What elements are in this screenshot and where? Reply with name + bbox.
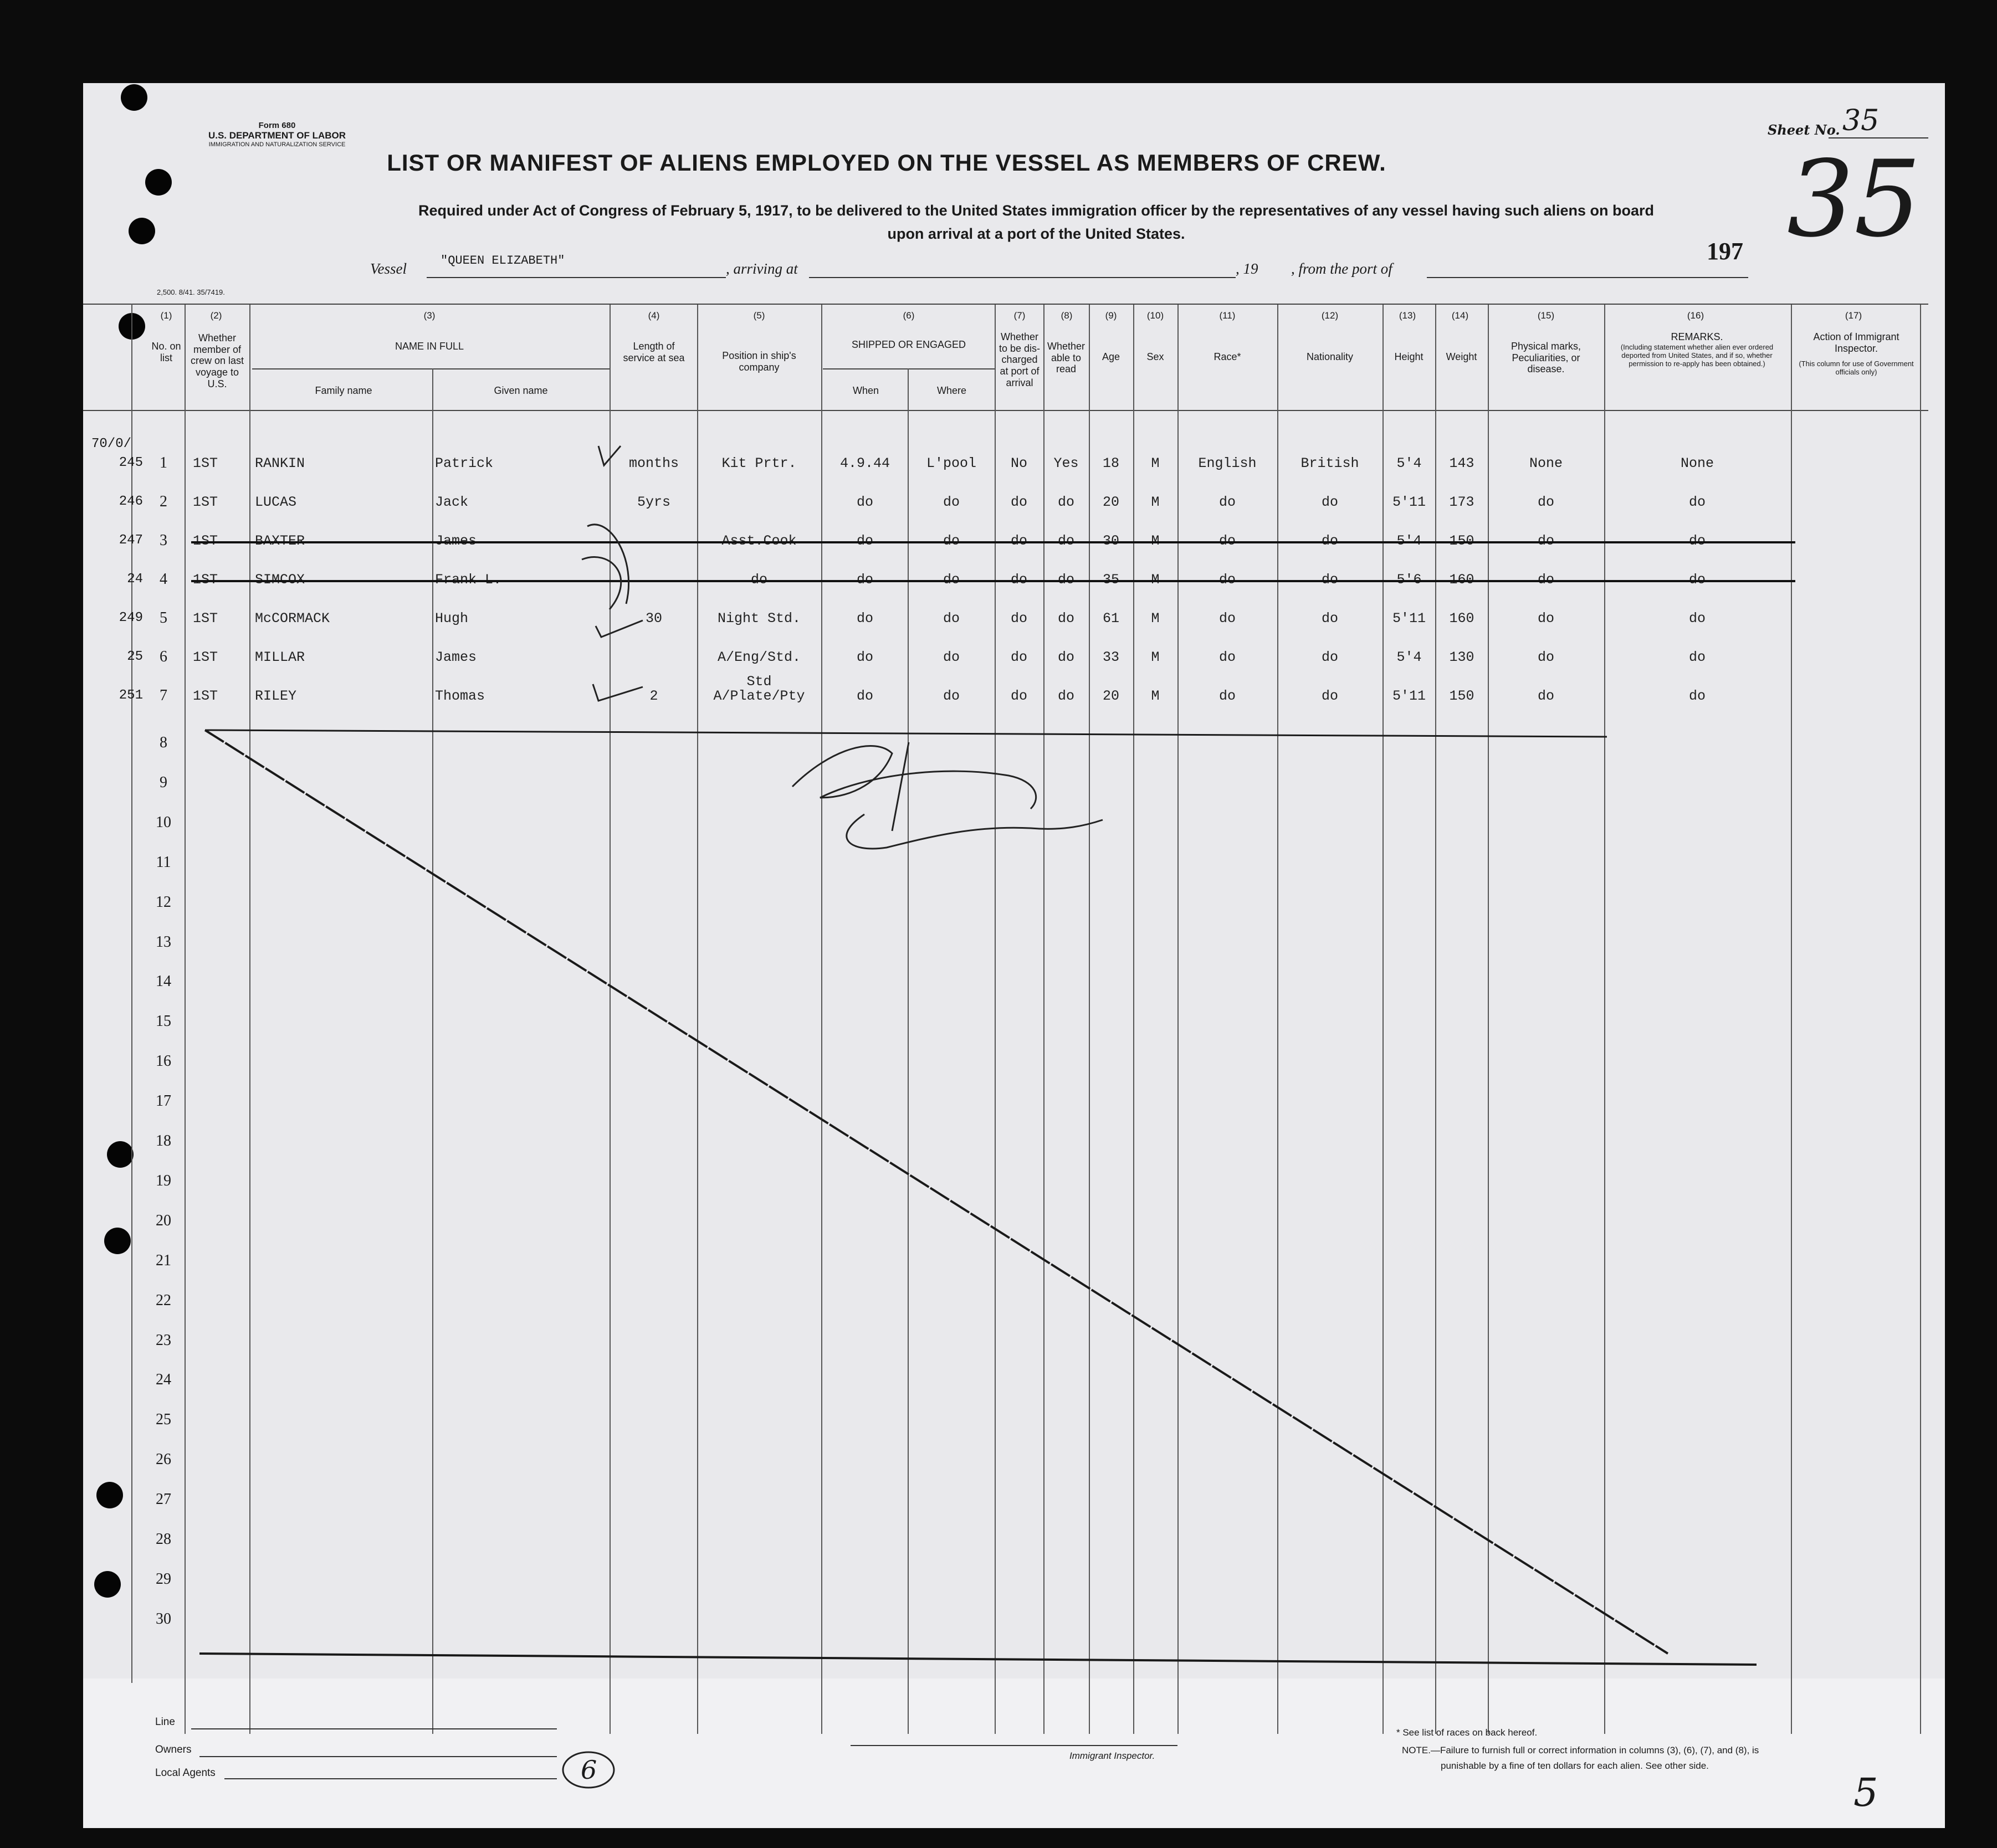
header-crew-member: Whether member of crew on last voyage to U.S. xyxy=(190,332,244,389)
header-sex: Sex xyxy=(1146,351,1164,362)
empty-row-number: 18 xyxy=(156,1132,171,1149)
col-number: (10) xyxy=(1146,310,1164,321)
vessel-name: "QUEEN ELIZABETH" xyxy=(441,254,565,268)
cell-sex: M xyxy=(1151,610,1160,627)
header-remarks: REMARKS. xyxy=(1671,331,1723,342)
cell-nationality: British xyxy=(1300,455,1359,471)
header-height: Height xyxy=(1394,351,1423,362)
header-where: Where xyxy=(936,385,966,396)
note-line-1: NOTE.—Failure to furnish full or correct information in columns (3), (6), (7), and (8), is xyxy=(1402,1745,1759,1755)
cell-height: 5'4 xyxy=(1396,649,1422,665)
col-number: (16) xyxy=(1687,310,1704,321)
col-number: (8) xyxy=(1061,310,1073,321)
cell-service: 30 xyxy=(645,610,662,627)
row-number: 3 xyxy=(160,532,167,549)
empty-row-number: 26 xyxy=(156,1451,171,1468)
list-number: 247 xyxy=(119,533,143,548)
cell-remarks: do xyxy=(1688,610,1706,627)
cell-age: 61 xyxy=(1102,610,1119,627)
header-discharged: Whether to be dis-charged at port of arrival xyxy=(998,331,1041,388)
cell-crew: 1ST xyxy=(193,610,218,627)
empty-row-number: 15 xyxy=(156,1013,171,1030)
cell-family: McCORMACK xyxy=(255,610,330,627)
form-number: Form 680 xyxy=(258,121,296,130)
circled-number: 6 xyxy=(581,1755,597,1785)
arriving-label: , arriving at xyxy=(726,260,798,277)
cell-discharged: do xyxy=(1010,649,1027,665)
cell-race: do xyxy=(1218,610,1236,627)
empty-row-number: 9 xyxy=(160,774,167,791)
line-field xyxy=(191,1728,557,1729)
cell-service: 2 xyxy=(649,688,658,704)
empty-row-number: 29 xyxy=(156,1570,171,1588)
col-number: (14) xyxy=(1451,310,1469,321)
empty-row-number: 14 xyxy=(156,973,171,990)
empty-row-number: 10 xyxy=(156,814,171,831)
check-marks xyxy=(582,446,643,701)
large-sheet-number: 35 xyxy=(1787,138,1921,260)
cell-marks: do xyxy=(1537,688,1554,704)
year-printed: 197 xyxy=(1707,238,1743,265)
col-number: (1) xyxy=(160,310,172,321)
cell-position-top: Std xyxy=(746,674,772,690)
cell-given: Patrick xyxy=(435,455,494,471)
row-number: 2 xyxy=(160,493,167,510)
races-note: * See list of races on back hereof. xyxy=(1396,1727,1538,1738)
empty-row-number: 23 xyxy=(156,1332,171,1349)
cell-discharged: do xyxy=(1010,688,1027,704)
port-label: , from the port of xyxy=(1291,260,1392,277)
header-physical-marks: Physical marks, Peculiarities, or disease. xyxy=(1510,341,1581,375)
cell-crew: 1ST xyxy=(193,688,218,704)
cell-remarks: do xyxy=(1688,494,1706,510)
empty-row-number: 25 xyxy=(156,1411,171,1428)
header-weight: Weight xyxy=(1446,351,1477,362)
cell-marks: do xyxy=(1537,610,1554,627)
cell-where: do xyxy=(943,649,960,665)
cell-height: 5'11 xyxy=(1392,688,1426,704)
cell-sex: M xyxy=(1151,455,1160,471)
cell-discharged: No xyxy=(1010,455,1027,471)
cell-service: months xyxy=(628,455,679,471)
cell-read: do xyxy=(1057,649,1074,665)
list-number: 246 xyxy=(119,494,143,509)
department-name: U.S. DEPARTMENT OF LABOR xyxy=(208,130,346,141)
cell-sex: M xyxy=(1151,494,1160,510)
cell-given: Hugh xyxy=(435,610,469,627)
signature xyxy=(792,742,1103,849)
row-number: 4 xyxy=(160,571,167,588)
cell-height: 5'4 xyxy=(1396,455,1422,471)
empty-row-number: 13 xyxy=(156,933,171,951)
cell-position: Night Std. xyxy=(717,610,801,627)
header-name-in-full: NAME IN FULL xyxy=(395,341,464,352)
sheet-label: Sheet No. xyxy=(1768,122,1840,138)
cell-weight: 150 xyxy=(1449,688,1474,704)
print-code: 2,500. 8/41. 35/7419. xyxy=(157,288,225,296)
cell-height: 5'11 xyxy=(1392,610,1426,627)
cell-sex: M xyxy=(1151,649,1160,665)
cell-nationality: do xyxy=(1321,494,1338,510)
empty-row-number: 27 xyxy=(156,1491,171,1508)
empty-row-number: 28 xyxy=(156,1531,171,1548)
empty-row-number: 21 xyxy=(156,1252,171,1269)
cell-sex: M xyxy=(1151,688,1160,704)
header-shipped-engaged: SHIPPED OR ENGAGED xyxy=(851,339,966,350)
empty-row-number: 24 xyxy=(156,1371,171,1388)
cell-weight: 173 xyxy=(1449,494,1474,510)
header-inspector-action: Action of Immigrant Inspector. xyxy=(1813,331,1899,354)
empty-row-number: 20 xyxy=(156,1212,171,1229)
header-remarks-note: (Including statement whether alien ever ordered deported from United States, and if so, whether permission to re-apply has been obtained.) xyxy=(1620,343,1774,368)
cell-when: 4.9.44 xyxy=(839,455,890,471)
cell-read: do xyxy=(1057,610,1074,627)
cell-marks: do xyxy=(1537,649,1554,665)
cell-discharged: do xyxy=(1010,494,1027,510)
local-agents-label: Local Agents xyxy=(155,1767,216,1779)
cell-when: do xyxy=(856,649,873,665)
cell-race: do xyxy=(1218,649,1236,665)
subtitle-line-1: Required under Act of Congress of February 5, 1917, to be delivered to the United States immigration officer by the representatives of any vessel having such aliens on board xyxy=(418,202,1655,219)
empty-row-number: 12 xyxy=(156,894,171,911)
cell-read: do xyxy=(1057,688,1074,704)
cell-where: do xyxy=(943,494,960,510)
cell-position: Kit Prtr. xyxy=(721,455,797,471)
header-position: Position in ship's company xyxy=(722,350,796,373)
empty-row-number: 17 xyxy=(156,1092,171,1110)
empty-row-number: 30 xyxy=(156,1610,171,1628)
line-label: Line xyxy=(155,1716,175,1728)
cell-age: 18 xyxy=(1102,455,1119,471)
cell-when: do xyxy=(856,610,873,627)
cell-marks: do xyxy=(1537,494,1554,510)
cell-age: 20 xyxy=(1102,688,1119,704)
inspector-label: Immigrant Inspector. xyxy=(1069,1751,1155,1761)
owners-label: Owners xyxy=(155,1744,192,1755)
cell-where: do xyxy=(943,610,960,627)
header-race: Race* xyxy=(1213,351,1241,362)
col-number: (11) xyxy=(1219,310,1236,321)
list-number: 245 xyxy=(119,455,143,470)
cell-nationality: do xyxy=(1321,649,1338,665)
row-number: 6 xyxy=(160,648,167,665)
cell-weight: 130 xyxy=(1449,649,1474,665)
cell-family: RANKIN xyxy=(255,455,305,471)
cell-nationality: do xyxy=(1321,688,1338,704)
cell-crew: 1ST xyxy=(193,649,218,665)
cell-where: L'pool xyxy=(926,455,976,471)
cell-given: Thomas xyxy=(435,688,485,704)
cell-weight: 143 xyxy=(1449,455,1474,471)
col-number: (3) xyxy=(423,310,436,321)
empty-row-number: 22 xyxy=(156,1292,171,1309)
page-title: LIST OR MANIFEST OF ALIENS EMPLOYED ON THE VESSEL AS MEMBERS OF CREW. xyxy=(387,150,1386,176)
cell-race: do xyxy=(1218,494,1236,510)
cell-service: 5yrs xyxy=(637,494,670,510)
cell-position: A/Eng/Std. xyxy=(717,649,801,665)
cell-family: LUCAS xyxy=(255,494,297,510)
cell-age: 20 xyxy=(1102,494,1119,510)
cell-height: 5'11 xyxy=(1392,494,1426,510)
row-number: 5 xyxy=(160,609,167,627)
col-number: (7) xyxy=(1013,310,1026,321)
top-closing-line xyxy=(205,730,1607,737)
bottom-closing-line xyxy=(199,1654,1757,1665)
cell-remarks: do xyxy=(1688,649,1706,665)
col-number: (4) xyxy=(648,310,660,321)
row-number: 1 xyxy=(160,454,167,471)
row-number: 7 xyxy=(160,687,167,704)
year-label: , 19 xyxy=(1236,260,1258,277)
cell-weight: 160 xyxy=(1449,610,1474,627)
col-number: (9) xyxy=(1105,310,1117,321)
service-name: IMMIGRATION AND NATURALIZATION SERVICE xyxy=(208,141,346,148)
empty-row-number: 16 xyxy=(156,1053,171,1070)
cell-race: English xyxy=(1198,455,1257,471)
corner-number: 5 xyxy=(1853,1770,1878,1815)
cell-marks: None xyxy=(1529,455,1563,471)
col-number: (5) xyxy=(753,310,765,321)
cell-given: Jack xyxy=(435,494,469,510)
cell-when: do xyxy=(856,494,873,510)
cell-crew: 1ST xyxy=(193,494,218,510)
header-nationality: Nationality xyxy=(1306,351,1354,362)
sheet-number: 35 xyxy=(1842,104,1880,137)
header-when: When xyxy=(852,385,879,396)
owners-field xyxy=(199,1756,557,1757)
local-agents-field xyxy=(224,1778,557,1779)
empty-row-number: 19 xyxy=(156,1172,171,1189)
cell-race: do xyxy=(1218,688,1236,704)
subtitle-line-2: upon arrival at a port of the United States. xyxy=(887,225,1185,242)
cell-where: do xyxy=(943,688,960,704)
cell-read: do xyxy=(1057,494,1074,510)
empty-row-number: 11 xyxy=(156,854,171,871)
cell-read: Yes xyxy=(1053,455,1079,471)
empty-row-number: 8 xyxy=(160,734,167,751)
list-number: 25 xyxy=(127,649,143,664)
header-family-name: Family name xyxy=(315,385,372,396)
col-number: (15) xyxy=(1537,310,1555,321)
header-given-name: Given name xyxy=(494,385,548,396)
list-prefix: 70/0/ xyxy=(91,437,132,451)
col-number: (12) xyxy=(1321,310,1339,321)
cell-given: James xyxy=(435,649,477,665)
note-line-2: punishable by a fine of ten dollars for each alien. See other side. xyxy=(1441,1760,1709,1771)
cell-discharged: do xyxy=(1010,610,1027,627)
cell-nationality: do xyxy=(1321,610,1338,627)
header-inspector-note: (This column for use of Government officials only) xyxy=(1799,360,1914,376)
cell-remarks: do xyxy=(1688,688,1706,704)
col-number: (2) xyxy=(210,310,222,321)
header-length-of-service: Length of service at sea xyxy=(623,341,685,363)
list-number: 251 xyxy=(119,688,143,703)
cell-crew: 1ST xyxy=(193,455,218,471)
header-no-on-list: No. on list xyxy=(151,341,181,363)
cell-family: RILEY xyxy=(255,688,297,704)
list-number: 249 xyxy=(119,610,143,625)
cell-age: 33 xyxy=(1102,649,1119,665)
col-number: (6) xyxy=(903,310,915,321)
header-age: Age xyxy=(1102,351,1120,362)
list-number: 24 xyxy=(127,572,143,587)
cell-remarks: None xyxy=(1680,455,1714,471)
header-able-to-read: Whether able to read xyxy=(1047,341,1085,375)
diagonal-strike xyxy=(205,730,1668,1654)
col-number: (17) xyxy=(1845,310,1862,321)
vessel-label: Vessel xyxy=(370,260,407,277)
cell-when: do xyxy=(856,688,873,704)
col-number: (13) xyxy=(1399,310,1416,321)
inspector-signature-line xyxy=(851,1745,1177,1746)
cell-position: A/Plate/Pty xyxy=(713,688,805,704)
cell-family: MILLAR xyxy=(255,649,305,665)
